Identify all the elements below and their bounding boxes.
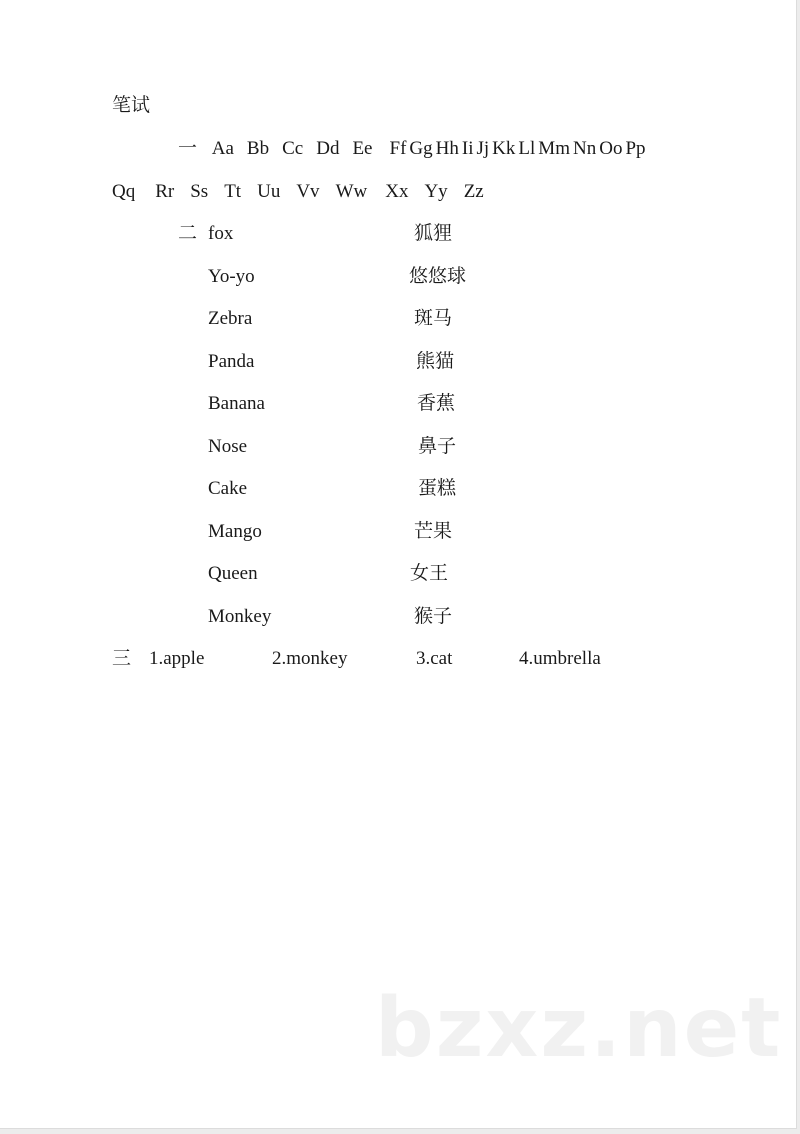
vocab-chinese-meaning: 斑马 xyxy=(414,308,453,329)
alphabet-letter-pair: Cc xyxy=(282,138,304,159)
alphabet-letter-pair: Zz xyxy=(463,181,484,202)
vocab-chinese-meaning: 鼻子 xyxy=(418,436,457,457)
vocab-english-word: Zebra xyxy=(208,308,253,329)
watermark-logo: bzxz.net xyxy=(375,981,783,1076)
alphabet-letter-pair: Gg xyxy=(409,138,433,159)
alphabet-letter-pair: Xx xyxy=(385,181,409,202)
alphabet-letter-pair: Hh xyxy=(435,138,459,159)
answer-item: 2.monkey xyxy=(272,648,348,669)
vocab-chinese-meaning: 香蕉 xyxy=(417,393,456,414)
vocab-english-word: Panda xyxy=(208,351,255,372)
alphabet-letter-pair: Mm xyxy=(538,138,570,159)
answer-item: 1.apple xyxy=(149,648,205,669)
vocab-chinese-meaning: 女王 xyxy=(410,563,449,584)
alphabet-letter-pair: Rr xyxy=(155,181,175,202)
section-one-line-1 xyxy=(178,139,646,158)
vocab-english-word: Monkey xyxy=(208,606,272,627)
vocab-english-word: Cake xyxy=(208,478,248,499)
section-two-mark: 二 xyxy=(178,223,198,244)
vocab-chinese-meaning: 芒果 xyxy=(414,521,453,542)
alphabet-letter-pair: Vv xyxy=(296,181,320,202)
vocab-chinese-meaning: 熊猫 xyxy=(416,351,455,372)
alphabet-letter-pair: Uu xyxy=(257,181,281,202)
vocab-english-word: Nose xyxy=(208,436,248,457)
alphabet-letter-pair: Tt xyxy=(224,181,242,202)
vocab-chinese-meaning: 猴子 xyxy=(414,606,453,627)
vocab-english-word: Banana xyxy=(208,393,265,414)
alphabet-letter-pair: Ff xyxy=(389,138,407,159)
alphabet-letter-pair: Qq xyxy=(112,181,136,202)
section-three-mark: 三 xyxy=(112,648,132,669)
answer-item: 3.cat xyxy=(416,648,453,669)
alphabet-letter-pair: Bb xyxy=(246,138,270,159)
vocab-chinese-meaning: 悠悠球 xyxy=(409,266,467,287)
section-one-mark: 一 xyxy=(178,138,198,159)
alphabet-letter-pair: Aa xyxy=(211,138,234,159)
section-three xyxy=(112,648,601,669)
alphabet-line-2 xyxy=(112,182,484,201)
vocab-english-word: fox xyxy=(208,223,234,244)
section-one-line-2 xyxy=(112,182,484,201)
alphabet-letter-pair: Ww xyxy=(335,181,368,202)
alphabet-letter-pair: Jj xyxy=(476,138,490,159)
vocab-english-word: Queen xyxy=(208,563,258,584)
vocab-english-word: Yo-yo xyxy=(208,266,255,287)
alphabet-letter-pair: Nn xyxy=(572,138,597,159)
alphabet-letter-pair: Yy xyxy=(424,181,448,202)
alphabet-letter-pair: Oo xyxy=(599,138,623,159)
alphabet-letter-pair: Pp xyxy=(625,138,646,159)
alphabet-line-1 xyxy=(212,139,646,158)
vocab-chinese-meaning: 狐狸 xyxy=(414,223,453,244)
vocab-english-word: Mango xyxy=(208,521,262,542)
alphabet-letter-pair: Ii xyxy=(461,138,474,159)
alphabet-letter-pair: Dd xyxy=(316,138,340,159)
answer-item: 4.umbrella xyxy=(519,648,601,669)
alphabet-letter-pair: Ee xyxy=(352,138,373,159)
page-heading: 笔试 xyxy=(112,95,151,116)
vocab-chinese-meaning: 蛋糕 xyxy=(418,478,457,499)
alphabet-letter-pair: Ll xyxy=(518,138,536,159)
alphabet-letter-pair: Ss xyxy=(190,181,209,202)
alphabet-letter-pair: Kk xyxy=(492,138,516,159)
